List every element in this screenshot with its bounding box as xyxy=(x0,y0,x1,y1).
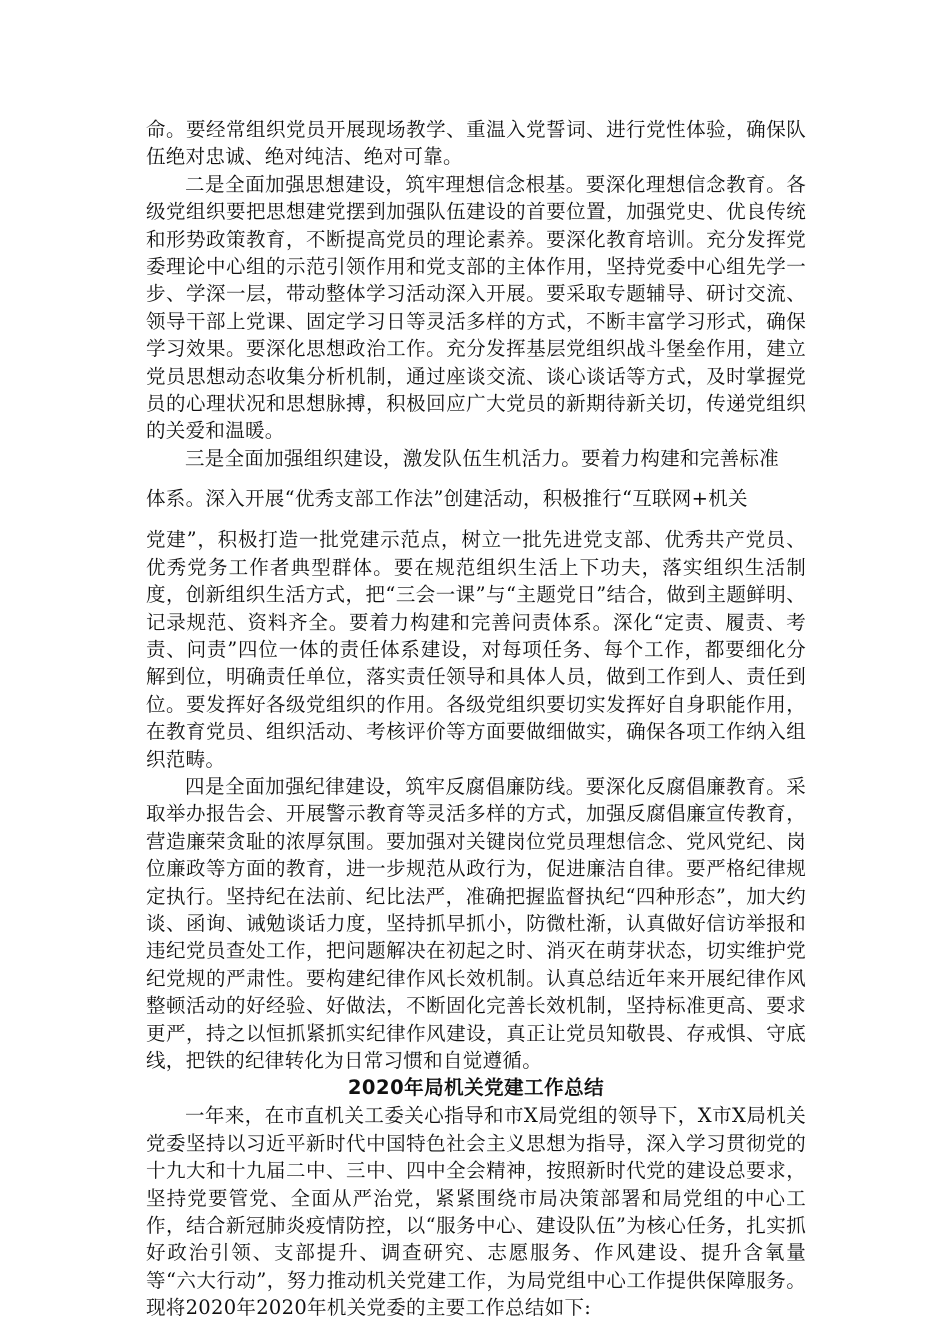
paragraph-discipline-building: 四是全面加强纪律建设，筑牢反腐倡廉防线。要深化反腐倡廉教育。采取举办报告会、开展警示教育等灵活多样的方式，加强反腐倡廉宣传教育，营造廉荣贪耻的浓厚氛围。要加强对关键岗位党员理想信念、党风党纪、岗位廉政等方面的教育，进一步规范从政行为，促进廉洁自律。要严格纪律规定执行。坚持纪在法前、纪比法严，准确把握监督执纪“四种形态”，加大约谈、函询、诫勉谈话力度，坚持抓早抓小，防微杜渐，认真做好信访举报和违纪党员查处工作，把问题解决在初起之时、消灭在萌芽状态，切实维护党纪党规的严肃性。要构建纪律作风长效机制。认真总结近年来开展纪律作风整顿活动的好经验、好做法，不断固化完善长效机制，坚持标准更高、要求更严，持之以恒抓紧抓实纪律作风建设，真正让党员知敬畏、存戒惧、守底线，把铁的纪律转化为日常习惯和自觉遵循。 xyxy=(146,774,806,1072)
paragraph-continuation: 命。要经常组织党员开展现场教学、重温入党誓词、进行党性体验，确保队伍绝对忠诚、绝对纯洁、绝对可靠。 xyxy=(146,118,806,169)
paragraph-ideology-building: 二是全面加强思想建设，筑牢理想信念根基。要深化理想信念教育。各级党组织要把思想建党摆到加强队伍建设的首要位置，加强党史、优良传统和形势政策教育，不断提高党员的理论素养。要深化教育培训。充分发挥党委理论中心组的示范引领作用和党支部的主体作用，坚持党委中心组先学一步、学深一层，带动整体学习活动深入开展。要采取专题辅导、研讨交流、领导干部上党课、固定学习日等灵活多样的方式，不断丰富学习形式，确保学习效果。要深化思想政治工作。充分发挥基层党组织战斗堡垒作用，建立党员思想动态收集分析机制，通过座谈交流、谈心谈话等方式，及时掌握党员的心理状况和思想脉搏，积极回应广大党员的新期待新关切，传递党组织的关爱和温暖。 xyxy=(146,172,806,443)
org-rest: 党建”，积极打造一批党建示范点，树立一批先进党支部、优秀共产党员、优秀党务工作者典型群体。要在规范组织生活上下功夫，落实组织生活制度，创新组织生活方式，把“三会一课”与“主题党日”结合，做到主题鲜明、记录规范、资料齐全。要着力构建和完善问责体系。深化“定责、履责、考责、问责”四位一体的责任体系建设，对每项任务、每个工作，都要细化分解到位，明确责任单位，落实责任领导和具体人员，做到工作到人、责任到位。要发挥好各级党组织的作用。各级党组织要切实发挥好自身职能作用，在教育党员、组织活动、考核评价等方面要做细做实，确保各项工作纳入组织范畴。 xyxy=(146,528,806,771)
section-title: 2020年局机关党建工作总结 xyxy=(347,1076,605,1100)
document-page xyxy=(146,116,806,1322)
org-line-1: 三是全面加强组织建设，激发队伍生机活力。要着力构建和完善标准 xyxy=(185,446,780,470)
paragraph-organization-building-cont xyxy=(146,472,806,773)
paragraph-organization-building xyxy=(146,445,806,472)
org-line-2: 体系。深入开展“优秀支部工作法”创建活动，积极推行“互联网+机关 xyxy=(146,487,748,511)
paragraph-annual-summary: 一年来，在市直机关工委关心指导和市X局党组的领导下，X市X局机关党委坚持以习近平新时代中国特色社会主义思想为指导，深入学习贯彻党的十九大和十九届二中、三中、四中全会精神，按照新时代党的建设总要求，坚持党要管党、全面从严治党，紧紧围绕市局决策部署和局党组的中心工作，结合新冠肺炎疫情防控，以“服务中心、建设队伍”为核心任务，扎实抓好政治引领、支部提升、调查研究、志愿服务、作风建设、提升含氧量等“六大行动”，努力推动机关党建工作，为局党组中心工作提供保障服务。现将2020年2020年机关党委的主要工作总结如下: xyxy=(146,1104,806,1320)
